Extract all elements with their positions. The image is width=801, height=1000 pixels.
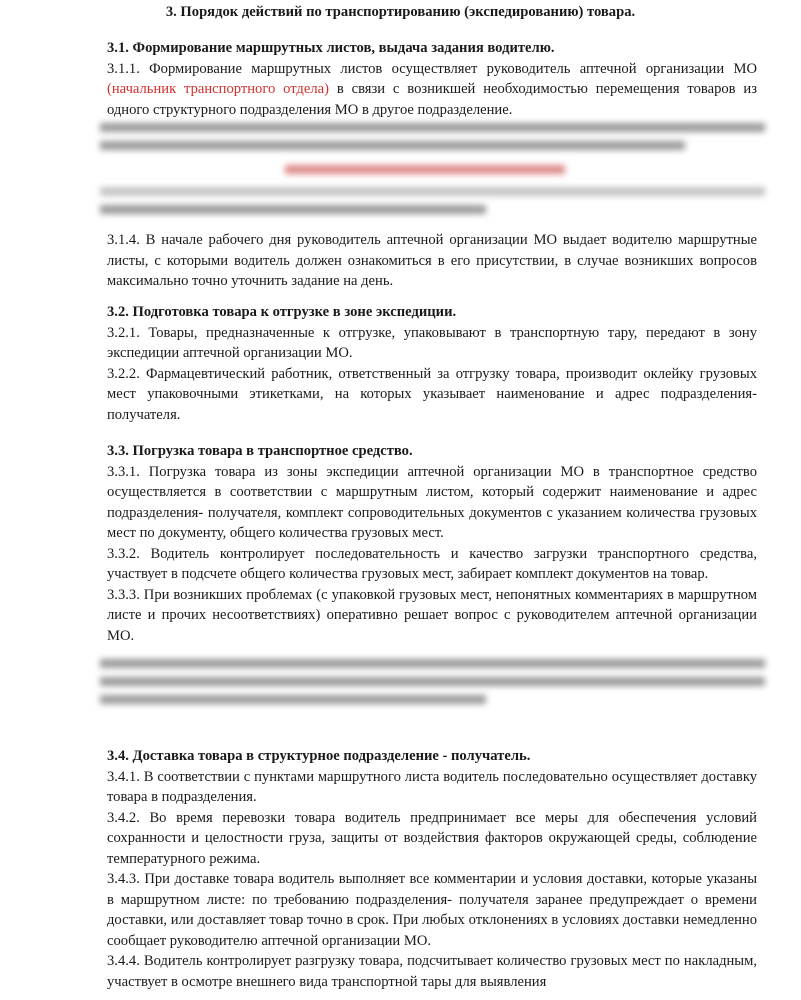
section-3-2	[107, 302, 757, 425]
paragraph-3-4-4: 3.4.4. Водитель контролирует разгрузку товара, подсчитывает количество грузовых мест по накладным, участвует в осмотре внешнего вида транспортной тары для выявления	[107, 953, 757, 990]
heading-3-2: 3.2. Подготовка товара к отгрузке в зоне экспедиции.	[107, 304, 457, 320]
heading-3-1: 3.1. Формирование маршрутных листов, выдача задания водителю.	[107, 40, 555, 56]
paragraph-3-4-2: 3.4.2. Во время перевозки товара водитель предпринимает все меры для обеспечения условий сохранности и целостности груза, защиты от воздействия факторов окружающей среды, соблюдение температурного режима.	[107, 809, 757, 867]
paragraph-3-1-4: 3.1.4. В начале рабочего дня руководитель аптечной организации МО выдает водителю маршрутные листы, с которыми водитель должен ознакомиться в его присутствии, в случае возникших вопросов максимально точно уточнить задание на день.	[107, 232, 757, 289]
paragraph-3-3-3: 3.3.3. При возникших проблемах (с упаковкой грузовых мест, непонятных комментариях в маршрутном листе и прочих несоответствиях) оперативно решает вопрос с руководителем аптечной организации МО.	[107, 586, 757, 644]
heading-3-4: 3.4. Доставка товара в структурное подразделение - получатель.	[107, 748, 531, 764]
paragraph-3-4-3: 3.4.3. При доставке товара водитель выполняет все комментарии и условия доставки, которые указаны в маршрутном листе: по требованию подразделения- получателя заранее предупреждает о времени доставки, или доставляет товар точно в срок. При любых отклонениях в условиях доставки немедленно сообщает руководителю аптечной организации МО.	[107, 871, 757, 949]
paragraph-3-1-1: 3.1.1. Формирование маршрутных листов осуществляет руководитель аптечной организации МО (начальник транспортного отдела) в связи с возникшей необходимостью перемещения товаров из одного структурного подразделения МО в другое подразделение.	[107, 60, 757, 118]
blurred-text-region-2	[100, 652, 765, 732]
paragraph-3-2-1: 3.2.1. Товары, предназначенные к отгрузке, упаковывают в транспортную тару, передают в зону экспедиции аптечной организации МО.	[107, 324, 757, 361]
section-title: 3. Порядок действий по транспортированию (экспедированию) товара.	[165, 4, 636, 20]
section-3-1-4	[107, 230, 757, 292]
blurred-text-region	[100, 116, 765, 226]
section-3-4	[107, 746, 757, 992]
section-3-1	[107, 38, 757, 120]
heading-3-3: 3.3. Погрузка товара в транспортное средство.	[107, 443, 413, 459]
paragraph-3-3-1: 3.3.1. Погрузка товара из зоны экспедиции аптечной организации МО в транспортное средство осуществляется в соответствии с маршрутным листом, который содержит наименование и адрес подразделения- получателя, комплект сопроводительных документов с указанием количества грузовых мест по документу, общего количества грузовых мест.	[107, 463, 757, 541]
section-3-3	[107, 441, 757, 646]
paragraph-3-3-2: 3.3.2. Водитель контролирует последовательность и качество загрузки транспортного средства, участвует в подсчете общего количества грузовых мест, забирает комплект документов на товар.	[107, 545, 757, 582]
paragraph-3-2-2: 3.2.2. Фармацевтический работник, ответственный за отгрузку товара, производит оклейку грузовых мест упаковочными этикетками, на которых указывает наименование и адрес подразделения-получателя.	[107, 365, 757, 423]
paragraph-3-4-1: 3.4.1. В соответствии с пунктами маршрутного листа водитель последовательно осуществляет доставку товара в подразделения.	[107, 768, 757, 805]
highlighted-role: (начальник транспортного отдела)	[107, 81, 329, 97]
